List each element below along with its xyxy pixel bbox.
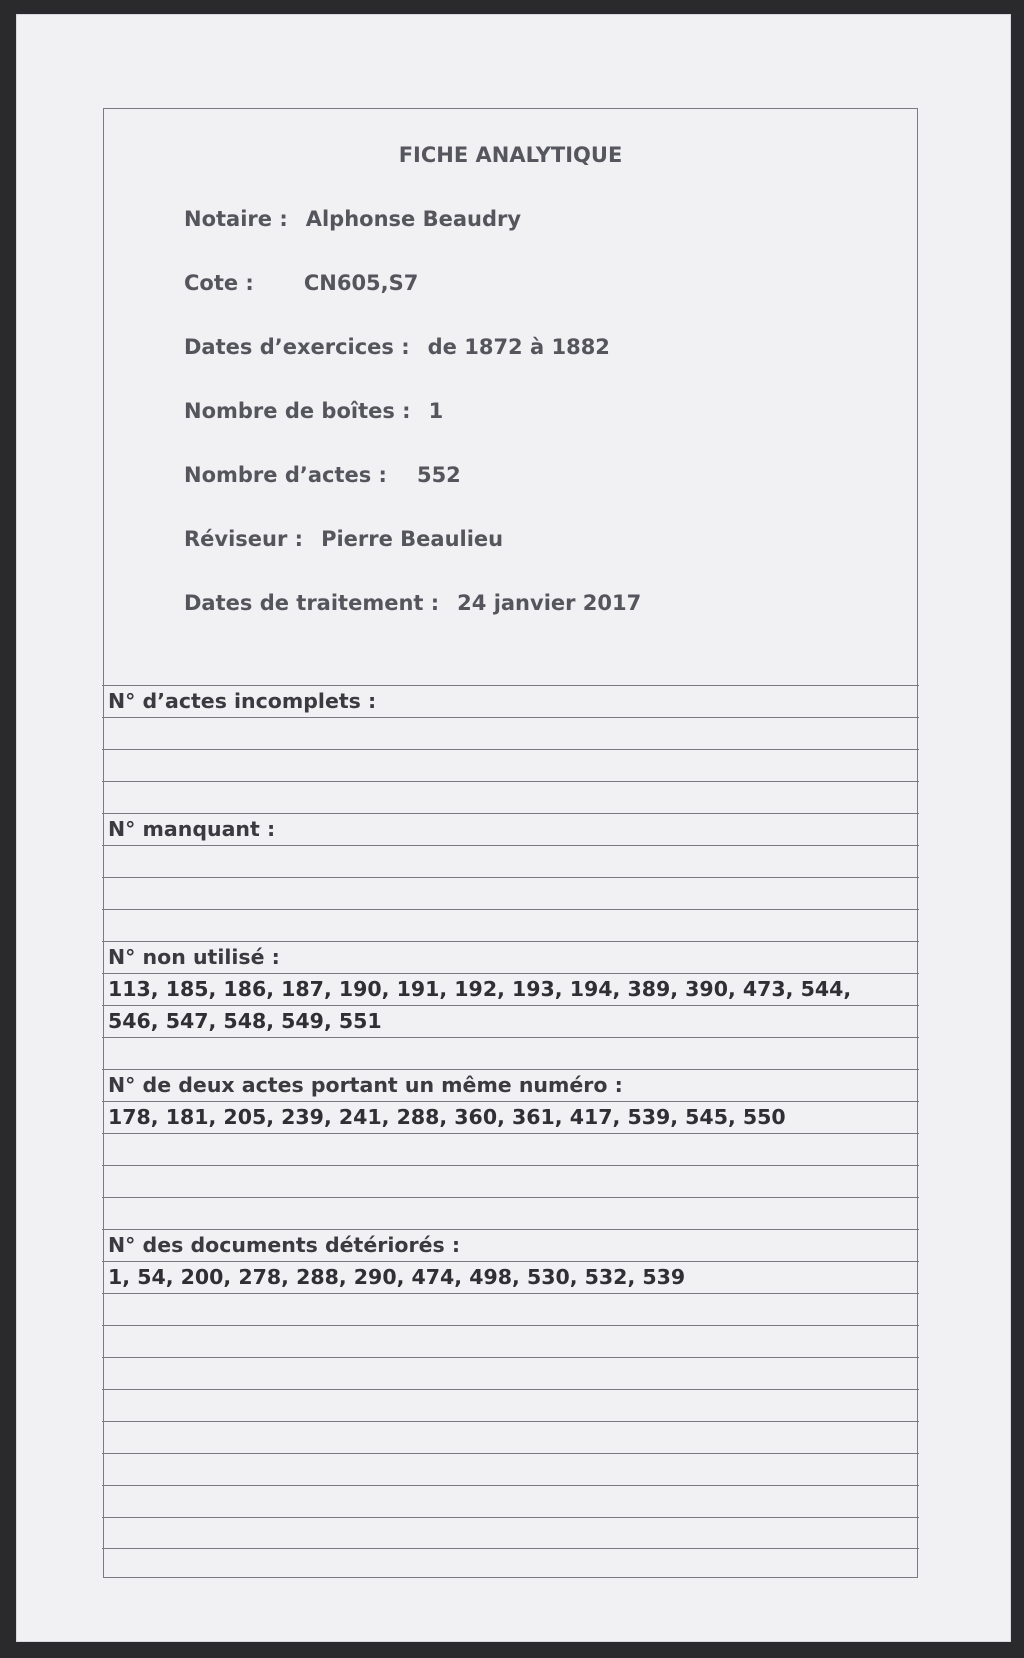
form-frame xyxy=(103,108,918,1578)
numbers-line: 178, 181, 205, 239, 241, 288, 360, 361, 417, 539, 545, 550 xyxy=(102,1101,919,1133)
blank-line xyxy=(102,909,919,941)
field-label: Nombre d’actes : xyxy=(184,463,387,487)
blank-line xyxy=(102,845,919,877)
field-notaire xyxy=(184,207,521,231)
field-label: Dates d’exercices : xyxy=(184,335,410,359)
section-heading-manquant: N° manquant : xyxy=(102,813,919,845)
field-value: CN605,S7 xyxy=(303,271,419,295)
blank-line xyxy=(102,877,919,909)
blank-line xyxy=(102,1517,919,1549)
ruled-section xyxy=(102,685,919,1549)
field-label: Réviseur : xyxy=(184,527,304,551)
blank-line xyxy=(102,1133,919,1165)
form-title: FICHE ANALYTIQUE xyxy=(398,143,623,167)
field-cote xyxy=(184,271,418,295)
blank-line xyxy=(102,1293,919,1325)
field-label: Cote : xyxy=(184,271,254,295)
field-label: Dates de traitement : xyxy=(184,591,440,615)
field-dates-exercices xyxy=(184,335,610,359)
blank-line xyxy=(102,1453,919,1485)
field-nombre-actes xyxy=(184,463,461,487)
blank-line xyxy=(102,1325,919,1357)
field-value: 1 xyxy=(428,399,444,423)
blank-line xyxy=(102,1421,919,1453)
field-value: de 1872 à 1882 xyxy=(427,335,610,359)
section-heading-deux-actes: N° de deux actes portant un même numéro : xyxy=(102,1069,919,1101)
section-heading-incomplets: N° d’actes incomplets : xyxy=(102,685,919,717)
field-value: Pierre Beaulieu xyxy=(321,527,504,551)
blank-line xyxy=(102,1165,919,1197)
blank-line xyxy=(102,1485,919,1517)
blank-line xyxy=(102,749,919,781)
field-label: Nombre de boîtes : xyxy=(184,399,411,423)
field-reviseur xyxy=(184,527,503,551)
field-label: Notaire : xyxy=(184,207,288,231)
section-heading-non-utilise: N° non utilisé : xyxy=(102,941,919,973)
blank-line xyxy=(102,1197,919,1229)
field-value: Alphonse Beaudry xyxy=(305,207,522,231)
numbers-line: 546, 547, 548, 549, 551 xyxy=(102,1005,919,1037)
blank-line xyxy=(102,717,919,749)
blank-line xyxy=(102,1037,919,1069)
blank-line xyxy=(102,1389,919,1421)
blank-line xyxy=(102,1357,919,1389)
field-value: 552 xyxy=(416,463,461,487)
numbers-line: 113, 185, 186, 187, 190, 191, 192, 193, 194, 389, 390, 473, 544, xyxy=(102,973,919,1005)
field-nombre-boites xyxy=(184,399,443,423)
section-heading-deteriores: N° des documents détériorés : xyxy=(102,1229,919,1261)
field-dates-traitement xyxy=(184,591,641,615)
document-page xyxy=(16,14,1011,1642)
blank-line xyxy=(102,781,919,813)
field-value: 24 janvier 2017 xyxy=(457,591,642,615)
numbers-line: 1, 54, 200, 278, 288, 290, 474, 498, 530, 532, 539 xyxy=(102,1261,919,1293)
